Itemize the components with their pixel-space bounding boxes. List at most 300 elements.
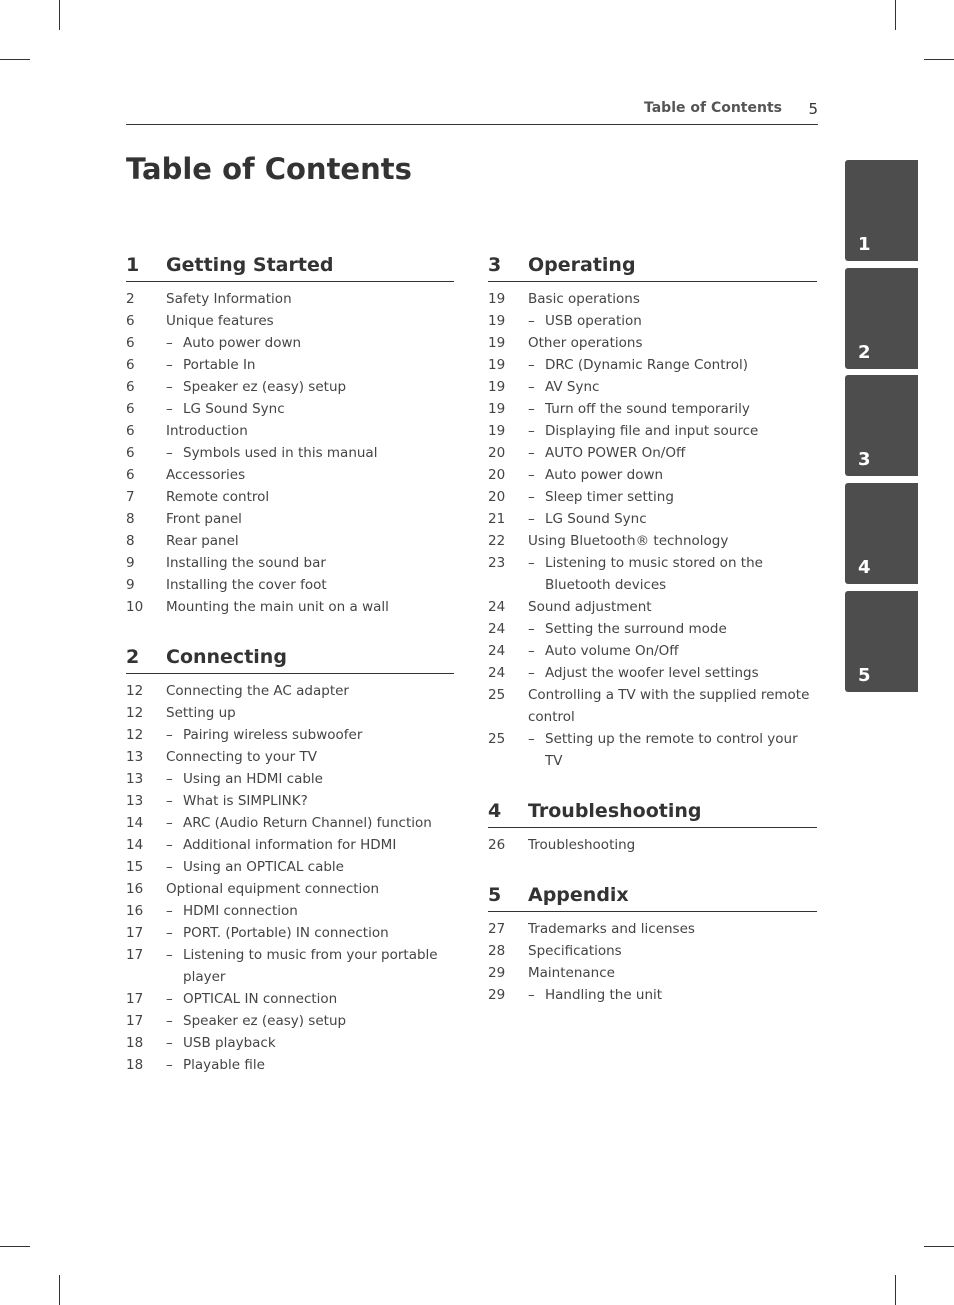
entry-title [488,508,817,530]
toc-entry[interactable] [488,442,817,464]
dash-bullet: – [528,313,535,329]
dash-bullet: – [166,793,173,809]
dash-bullet: – [166,1035,173,1051]
toc-entry[interactable] [126,900,454,922]
entry-title [488,486,817,508]
dash-bullet: – [166,925,173,941]
entry-page-number: 18 [126,1057,144,1073]
entry-label: USB playback [183,1035,276,1051]
entry-label: Sleep timer setting [545,489,674,505]
entry-page-number: 8 [126,511,135,527]
crop-mark [895,1275,896,1305]
entry-label: DRC (Dynamic Range Control) [545,357,749,373]
crop-mark [0,59,30,60]
entry-label: Optional equipment connection [166,881,380,897]
entry-label: AV Sync [545,379,600,395]
chapter-tab-label: 3 [858,449,871,471]
entry-page-number: 10 [126,599,144,615]
toc-section [488,794,817,856]
section-title: Getting Started [166,254,334,276]
entry-page-number: 25 [488,687,506,703]
section-title: Appendix [528,884,629,906]
toc-entry[interactable] [488,940,817,962]
dash-bullet: – [528,621,535,637]
toc-entry[interactable] [488,962,817,984]
entry-page-number: 22 [488,533,506,549]
entry-title [126,486,454,508]
toc-entry[interactable] [126,768,454,790]
dash-bullet: – [166,445,173,461]
toc-entry[interactable] [488,464,817,486]
dash-bullet: – [528,357,535,373]
entry-label: Portable In [183,357,256,373]
entry-label: What is SIMPLINK? [183,793,308,809]
entry-page-number: 9 [126,555,135,571]
entry-title [126,944,454,988]
toc-entry[interactable] [488,728,817,772]
entry-title [126,1054,454,1076]
toc-entry[interactable] [488,354,817,376]
entry-title [488,618,817,640]
running-title: Table of Contents [643,100,782,116]
entry-label: LG Sound Sync [545,511,647,527]
entry-label: Connecting the AC adapter [166,683,349,699]
toc-entry[interactable] [126,878,454,900]
entry-title [488,530,817,552]
toc-entry[interactable] [488,552,817,596]
chapter-tab-3[interactable] [845,375,918,476]
entry-label: Symbols used in this manual [183,445,378,461]
toc-entry[interactable] [488,486,817,508]
entry-page-number: 13 [126,771,144,787]
entry-page-number: 23 [488,555,506,571]
entry-label: Connecting to your TV [166,749,317,765]
dash-bullet: – [166,727,173,743]
entry-title [126,834,454,856]
entry-label: Speaker ez (easy) setup [183,379,347,395]
entry-label: Sound adjustment [528,599,652,615]
entry-page-number: 24 [488,665,506,681]
entry-page-number: 14 [126,815,144,831]
entry-page-number: 20 [488,467,506,483]
toc-entry[interactable] [126,944,454,988]
entry-label: Installing the cover foot [166,577,327,593]
entry-label: Handling the unit [545,987,663,1003]
toc-entry[interactable] [488,662,817,684]
entry-page-number: 6 [126,357,135,373]
entry-title [126,332,454,354]
toc-entry[interactable] [126,442,454,464]
entry-label: Turn off the sound temporarily [545,401,750,417]
entry-page-number: 6 [126,401,135,417]
entry-title [488,984,817,1006]
dash-bullet: – [528,423,535,439]
entry-page-number: 20 [488,445,506,461]
chapter-tab-2[interactable] [845,268,918,369]
entry-label: Safety Information [166,291,292,307]
entry-title [488,918,817,940]
dash-bullet: – [166,837,173,853]
entry-page-number: 24 [488,599,506,615]
entry-page-number: 19 [488,313,506,329]
dash-bullet: – [166,357,173,373]
section-number: 3 [488,254,502,276]
toc-entry[interactable] [126,812,454,834]
crop-mark [924,1246,954,1247]
toc-entry[interactable] [126,530,454,552]
toc-entry[interactable] [126,988,454,1010]
entry-page-number: 6 [126,379,135,395]
entry-title [126,878,454,900]
toc-column-right [488,248,817,1028]
section-number: 2 [126,646,140,668]
toc-entry[interactable] [126,856,454,878]
entry-label: Auto power down [183,335,302,351]
crop-mark [895,0,896,30]
section-title: Troubleshooting [528,800,702,822]
entry-title [488,596,817,618]
entry-title [488,420,817,442]
entry-label: Basic operations [528,291,640,307]
entry-label: PORT. (Portable) IN connection [183,925,389,941]
chapter-tab-label: 5 [858,664,871,686]
entry-page-number: 6 [126,313,135,329]
section-number: 1 [126,254,140,276]
entry-page-number: 17 [126,1013,144,1029]
toc-entry[interactable] [126,464,454,486]
toc-entry[interactable] [126,288,454,310]
entry-label: USB operation [545,313,642,329]
entry-page-number: 19 [488,291,506,307]
entry-title [126,288,454,310]
entry-title [126,398,454,420]
dash-bullet: – [166,335,173,351]
section-title: Operating [528,254,636,276]
entry-page-number: 6 [126,467,135,483]
toc-entry[interactable] [488,918,817,940]
running-header [126,100,818,125]
entry-page-number: 16 [126,881,144,897]
entry-label: Using an OPTICAL cable [183,859,344,875]
entry-label: Accessories [166,467,246,483]
toc-entry[interactable] [126,922,454,944]
toc-entry[interactable] [488,288,817,310]
dash-bullet: – [528,731,535,747]
entry-label: Installing the sound bar [166,555,326,571]
entry-title [126,702,454,724]
entry-label: Listening to music from your portable player [183,947,438,985]
entry-title [126,812,454,834]
entry-page-number: 24 [488,643,506,659]
entry-page-number: 8 [126,533,135,549]
toc-entry[interactable] [126,354,454,376]
entry-label: Using an HDMI cable [183,771,323,787]
entry-label: Auto volume On/Off [545,643,679,659]
dash-bullet: – [166,771,173,787]
entry-title [488,962,817,984]
entry-page-number: 7 [126,489,135,505]
dash-bullet: – [528,987,535,1003]
entry-page-number: 25 [488,731,506,747]
toc-entry[interactable] [126,680,454,702]
entry-label: Adjust the woofer level settings [545,665,759,681]
entry-title [488,552,817,596]
toc-entry[interactable] [126,508,454,530]
entry-page-number: 19 [488,357,506,373]
entry-page-number: 6 [126,423,135,439]
entry-page-number: 13 [126,749,144,765]
entry-title [488,940,817,962]
toc-entry[interactable] [126,746,454,768]
entry-title [126,508,454,530]
entry-title [488,398,817,420]
toc-entry[interactable] [488,834,817,856]
entry-label: Remote control [166,489,270,505]
crop-mark [0,1246,30,1247]
chapter-tab-label: 4 [858,557,871,579]
toc-entry[interactable] [126,332,454,354]
entry-label: Using Bluetooth® technology [528,533,729,549]
dash-bullet: – [166,991,173,1007]
entry-label: LG Sound Sync [183,401,285,417]
entry-page-number: 17 [126,925,144,941]
entry-title [126,354,454,376]
entry-label: Playable file [183,1057,265,1073]
entry-title [488,464,817,486]
entry-page-number: 19 [488,401,506,417]
entry-title [126,1032,454,1054]
toc-column-left [126,248,454,1098]
toc-entry[interactable] [488,640,817,662]
entry-title [126,856,454,878]
dash-bullet: – [528,555,535,571]
entry-page-number: 27 [488,921,506,937]
entry-label: Controlling a TV with the supplied remote control [528,687,810,725]
entry-page-number: 9 [126,577,135,593]
dash-bullet: – [528,467,535,483]
entry-title [126,464,454,486]
dash-bullet: – [166,903,173,919]
toc-entry[interactable] [488,376,817,398]
dash-bullet: – [166,815,173,831]
toc-entry[interactable] [126,398,454,420]
toc-entry[interactable] [488,684,817,728]
entry-label: Setting the surround mode [545,621,727,637]
entry-title [488,442,817,464]
entry-title [126,724,454,746]
chapter-tab-5[interactable] [845,591,918,692]
entry-title [126,442,454,464]
toc-section [126,640,454,1076]
entry-label: Introduction [166,423,248,439]
entry-page-number: 29 [488,965,506,981]
entry-page-number: 17 [126,947,144,963]
crop-mark [59,1275,60,1305]
entry-page-number: 16 [126,903,144,919]
toc-entry[interactable] [488,984,817,1006]
entry-title [126,310,454,332]
toc-entry[interactable] [126,420,454,442]
toc-entry[interactable] [126,1032,454,1054]
entry-page-number: 24 [488,621,506,637]
chapter-tab-label: 2 [858,341,871,363]
section-number: 4 [488,800,502,822]
dash-bullet: – [528,643,535,659]
entry-title [126,746,454,768]
entry-title [126,1010,454,1032]
entry-page-number: 15 [126,859,144,875]
entry-label: Front panel [166,511,242,527]
chapter-tab-label: 1 [858,234,871,255]
entry-page-number: 12 [126,727,144,743]
entry-title [126,768,454,790]
entry-page-number: 19 [488,335,506,351]
entry-title [126,988,454,1010]
section-title: Connecting [166,646,287,668]
section-heading [488,878,817,912]
entry-label: Specifications [528,943,622,959]
entry-page-number: 18 [126,1035,144,1051]
dash-bullet: – [528,489,535,505]
entry-page-number: 26 [488,837,506,853]
crop-mark [924,59,954,60]
dash-bullet: – [166,379,173,395]
entry-title [126,790,454,812]
entry-page-number: 29 [488,987,506,1003]
entry-title [126,574,454,596]
entry-title [488,662,817,684]
crop-mark [59,0,60,30]
toc-entry[interactable] [126,596,454,618]
entry-label: Auto power down [545,467,664,483]
section-number: 5 [488,884,502,906]
entry-page-number: 13 [126,793,144,809]
page-title: Table of Contents [126,152,412,186]
entry-label: Maintenance [528,965,615,981]
dash-bullet: – [166,401,173,417]
entry-page-number: 20 [488,489,506,505]
entry-title [126,680,454,702]
entry-title [488,728,817,772]
entry-label: OPTICAL IN connection [183,991,338,1007]
toc-entry[interactable] [488,420,817,442]
toc-entry[interactable] [126,834,454,856]
page-number: 5 [808,100,818,118]
entry-page-number: 19 [488,423,506,439]
entry-title [488,834,817,856]
toc-entry[interactable] [126,376,454,398]
toc-section [126,248,454,618]
entry-label: Speaker ez (easy) setup [183,1013,347,1029]
entry-title [488,684,817,728]
toc-entry[interactable] [126,1054,454,1076]
toc-section [488,248,817,772]
toc-entry[interactable] [126,574,454,596]
entry-page-number: 2 [126,291,135,307]
dash-bullet: – [528,511,535,527]
entry-label: Unique features [166,313,274,329]
entry-page-number: 21 [488,511,506,527]
entry-label: AUTO POWER On/Off [545,445,686,461]
dash-bullet: – [166,1013,173,1029]
entry-title [126,530,454,552]
toc-section [488,878,817,1006]
entry-title [126,552,454,574]
toc-entry[interactable] [126,552,454,574]
toc-entry[interactable] [488,398,817,420]
toc-entry[interactable] [126,724,454,746]
entry-label: Troubleshooting [528,837,636,853]
section-heading [126,248,454,282]
entry-page-number: 19 [488,379,506,395]
entry-label: Listening to music stored on the Bluetooth devices [545,555,763,593]
chapter-tab-4[interactable] [845,483,918,584]
entry-page-number: 12 [126,683,144,699]
entry-label: Other operations [528,335,643,351]
entry-title [488,354,817,376]
chapter-tab-1[interactable] [845,160,918,261]
dash-bullet: – [166,1057,173,1073]
entry-label: Pairing wireless subwoofer [183,727,363,743]
dash-bullet: – [528,401,535,417]
entry-label: HDMI connection [183,903,298,919]
dash-bullet: – [528,665,535,681]
entry-title [488,310,817,332]
entry-label: Setting up [166,705,236,721]
entry-page-number: 28 [488,943,506,959]
section-heading [488,794,817,828]
entry-label: ARC (Audio Return Channel) function [183,815,432,831]
toc-entry[interactable] [488,596,817,618]
toc-entry[interactable] [126,702,454,724]
section-heading [126,640,454,674]
toc-entry[interactable] [126,486,454,508]
dash-bullet: – [166,859,173,875]
toc-entry[interactable] [126,1010,454,1032]
dash-bullet: – [528,379,535,395]
toc-entry[interactable] [488,508,817,530]
entry-page-number: 12 [126,705,144,721]
entry-page-number: 14 [126,837,144,853]
toc-entry[interactable] [126,310,454,332]
entry-label: Displaying file and input source [545,423,759,439]
toc-entry[interactable] [488,530,817,552]
entry-page-number: 6 [126,445,135,461]
entry-page-number: 6 [126,335,135,351]
entry-page-number: 17 [126,991,144,1007]
entry-label: Additional information for HDMI [183,837,397,853]
toc-entry[interactable] [488,618,817,640]
toc-entry[interactable] [488,310,817,332]
toc-entry[interactable] [488,332,817,354]
entry-label: Rear panel [166,533,239,549]
entry-title [488,332,817,354]
entry-title [126,376,454,398]
entry-title [126,900,454,922]
entry-label: Setting up the remote to control your TV [545,731,798,769]
entry-label: Trademarks and licenses [528,921,695,937]
entry-title [126,596,454,618]
dash-bullet: – [166,947,173,963]
toc-entry[interactable] [126,790,454,812]
section-heading [488,248,817,282]
entry-label: Mounting the main unit on a wall [166,599,389,615]
entry-title [126,922,454,944]
dash-bullet: – [528,445,535,461]
entry-title [488,288,817,310]
entry-title [488,376,817,398]
entry-title [488,640,817,662]
